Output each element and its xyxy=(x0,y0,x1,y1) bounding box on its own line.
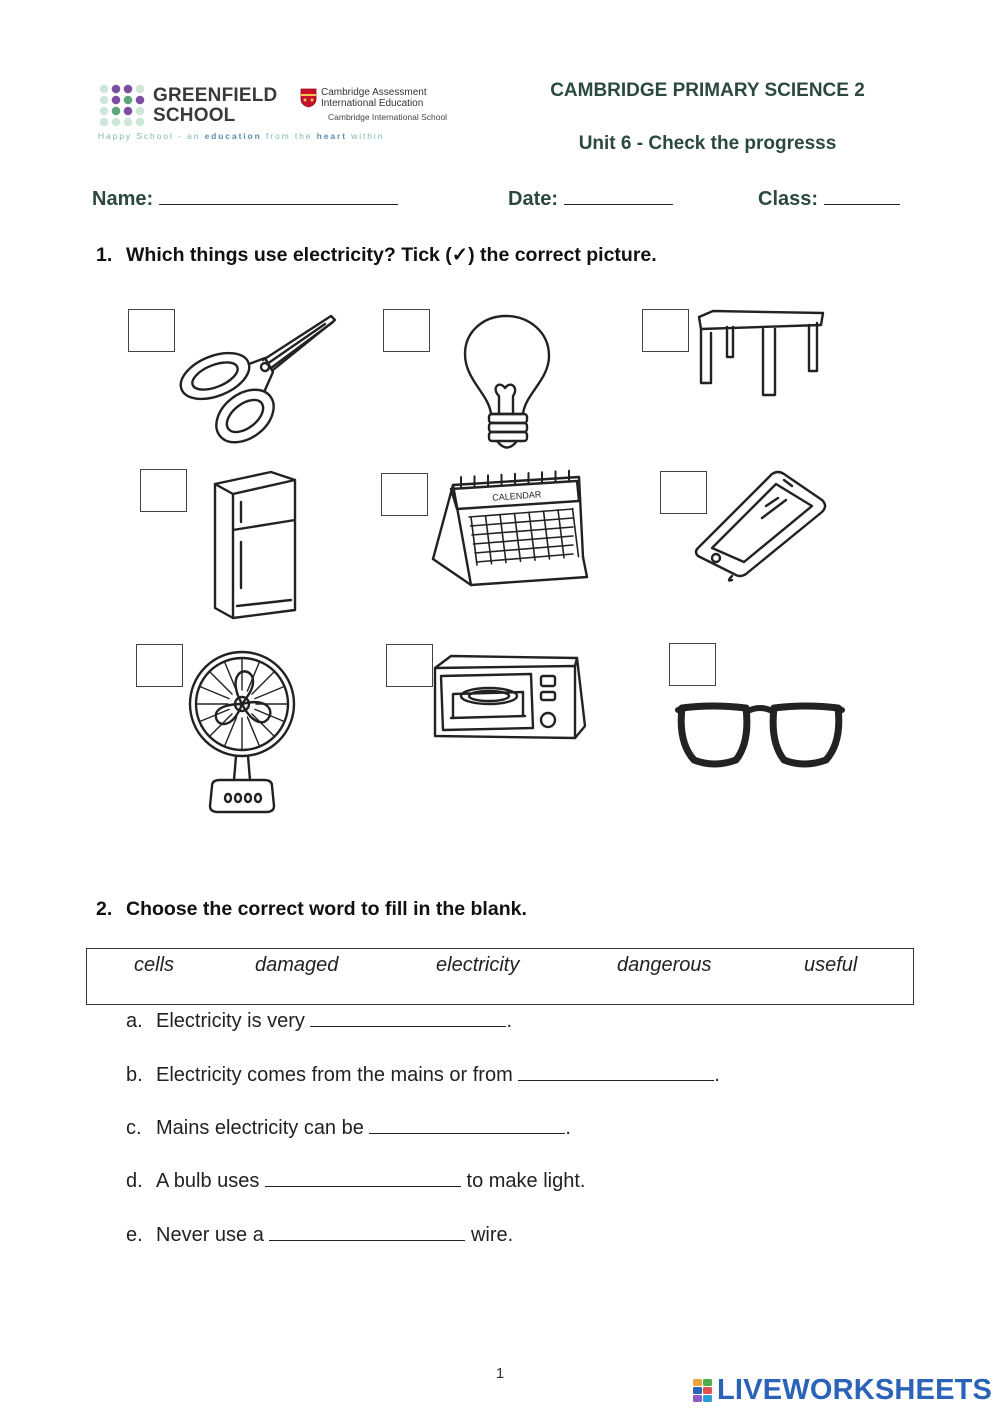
sentence-a-before: Electricity is very xyxy=(156,1010,311,1032)
fan-icon xyxy=(186,646,298,816)
question2-text: Choose the correct word to fill in the blank. xyxy=(126,898,527,920)
sentence-e-before: Never use a xyxy=(156,1224,270,1246)
question2-number: 2. xyxy=(96,898,113,920)
unit-title: Unit 6 - Check the progresss xyxy=(578,133,837,154)
date-input[interactable] xyxy=(564,186,673,205)
sentence-d-blank[interactable] xyxy=(265,1170,461,1187)
tagline-part3: within xyxy=(346,131,385,141)
partner-sub: Cambridge International School xyxy=(328,112,448,122)
sentence-b-letter: b. xyxy=(126,1064,143,1086)
glasses-icon xyxy=(676,702,844,768)
tick-box-microwave[interactable] xyxy=(386,644,433,687)
tick-box-scissors[interactable] xyxy=(128,309,175,352)
question1-number: 1. xyxy=(96,244,113,266)
course-title: CAMBRIDGE PRIMARY SCIENCE 2 xyxy=(550,80,865,101)
tick-box-table[interactable] xyxy=(642,309,689,352)
sentence-b xyxy=(126,1064,720,1087)
school-name-line1: GREENFIELD xyxy=(153,85,278,106)
sentence-e-blank[interactable] xyxy=(269,1224,465,1241)
word-bank-item-dangerous: dangerous xyxy=(617,954,712,976)
school-logo-name xyxy=(153,86,277,126)
question2-heading xyxy=(96,898,527,921)
sentence-d xyxy=(126,1170,585,1193)
tick-box-light-bulb[interactable] xyxy=(383,309,430,352)
tagline-part1: Happy School - an xyxy=(98,131,205,141)
sentence-a-after: . xyxy=(506,1010,513,1032)
school-name-line2: SCHOOL xyxy=(153,105,236,126)
school-logo-dots-icon xyxy=(98,84,146,126)
sentence-a xyxy=(126,1010,512,1033)
word-bank-item-damaged: damaged xyxy=(255,954,339,976)
sentence-b-after: . xyxy=(714,1064,720,1086)
light-bulb-icon xyxy=(459,314,555,456)
word-bank-item-electricity: electricity xyxy=(436,954,520,976)
partner-name xyxy=(321,87,427,109)
tick-box-glasses[interactable] xyxy=(669,643,716,686)
question1-heading xyxy=(96,243,657,267)
calendar-label: CALENDAR xyxy=(491,489,542,503)
liveworksheets-logo[interactable] xyxy=(692,1374,992,1407)
name-label: Name: xyxy=(92,188,154,210)
sentence-b-blank[interactable] xyxy=(518,1064,714,1081)
date-label: Date: xyxy=(508,188,559,210)
sentence-d-before: A bulb uses xyxy=(156,1170,265,1192)
liveworksheets-brand: LIVEWORKSHEETS xyxy=(717,1374,993,1406)
sentence-c-blank[interactable] xyxy=(369,1117,565,1134)
table-icon xyxy=(697,309,827,401)
name-field xyxy=(92,186,398,211)
sentence-d-after: to make light. xyxy=(460,1170,586,1192)
page-number: 1 xyxy=(495,1365,505,1382)
partner-line1: Cambridge Assessment xyxy=(321,87,427,98)
word-bank-item-useful: useful xyxy=(804,954,858,976)
liveworksheets-logo-icon xyxy=(692,1378,714,1404)
sentence-a-blank[interactable] xyxy=(310,1010,506,1027)
school-tagline xyxy=(98,131,384,141)
scissors-icon xyxy=(175,312,337,445)
partner-line2: International Education xyxy=(321,98,424,109)
tick-box-fan[interactable] xyxy=(136,644,183,687)
calendar-icon xyxy=(431,473,589,591)
sentence-b-before: Electricity comes from the mains or from xyxy=(156,1064,519,1086)
sentence-e xyxy=(126,1224,513,1247)
fridge-icon xyxy=(211,470,299,622)
class-label: Class: xyxy=(758,188,819,210)
date-field xyxy=(508,186,673,211)
sentence-c-after: . xyxy=(565,1117,571,1139)
microwave-icon xyxy=(431,654,589,742)
sentence-d-letter: d. xyxy=(126,1170,143,1192)
sentence-c-before: Mains electricity can be xyxy=(156,1117,370,1139)
name-input[interactable] xyxy=(159,186,398,205)
class-input[interactable] xyxy=(824,186,900,205)
cambridge-crest-icon xyxy=(300,88,317,108)
sentence-e-after: wire. xyxy=(465,1224,514,1246)
question1-text: Which things use electricity? Tick (✓) the correct picture. xyxy=(126,244,657,266)
sentence-c-letter: c. xyxy=(126,1117,142,1139)
tagline-bold2: heart xyxy=(316,131,347,141)
tick-box-fridge[interactable] xyxy=(140,469,187,512)
word-bank-item-cells: cells xyxy=(134,954,175,976)
tagline-part2: from the xyxy=(261,131,317,141)
class-field xyxy=(758,186,900,211)
tagline-bold1: education xyxy=(204,131,262,141)
sentence-a-letter: a. xyxy=(126,1010,143,1032)
tick-box-calendar[interactable] xyxy=(381,473,428,516)
sentence-c xyxy=(126,1117,571,1140)
sentence-e-letter: e. xyxy=(126,1224,143,1246)
phone-icon xyxy=(692,470,828,582)
